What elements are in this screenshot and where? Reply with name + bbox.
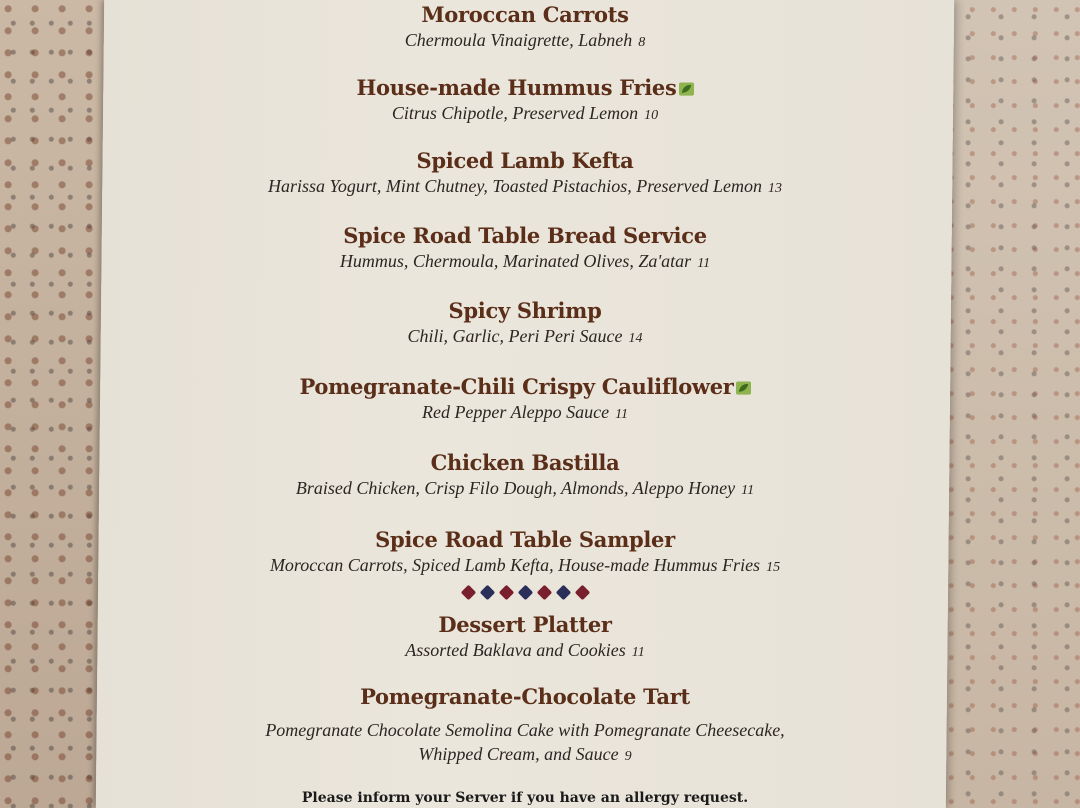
item-name: House-made Hummus Fries	[100, 75, 950, 101]
item-name: Spice Road Table Bread Service	[343, 223, 707, 248]
menu-content	[100, 0, 950, 808]
menu-item	[100, 75, 950, 128]
allergy-notice: Please inform your Server if you have an allergy request.	[301, 790, 749, 806]
menu-item	[100, 527, 950, 580]
item-description: Pomegranate Chocolate Semolina Cake with Pomegranate Cheesecake,	[265, 720, 785, 740]
menu-item	[100, 298, 950, 351]
divider-diamond	[555, 585, 571, 601]
item-price: 11	[697, 256, 711, 271]
menu-item	[100, 223, 950, 276]
divider-diamond	[574, 585, 590, 601]
menu-item	[100, 2, 950, 55]
item-price: 15	[766, 560, 781, 575]
vegetarian-leaf-icon	[679, 82, 694, 96]
item-description: Moroccan Carrots, Spiced Lamb Kefta, House-made Hummus Fries 15	[269, 555, 781, 575]
item-description: Assorted Baklava and Cookies 11	[405, 640, 645, 660]
divider-diamond	[460, 585, 476, 601]
granite-countertop-right	[945, 0, 1080, 808]
item-price: 8	[638, 35, 646, 50]
menu-item	[100, 450, 950, 503]
item-description: Chermoula Vinaigrette, Labneh 8	[404, 30, 646, 50]
item-description: Hummus, Chermoula, Marinated Olives, Za'atar 11	[339, 251, 711, 271]
dessert-item	[100, 612, 950, 665]
item-name: Pomegranate-Chili Crispy Cauliflower	[100, 374, 950, 400]
item-price: 11	[631, 645, 645, 660]
item-description-line2: Whipped Cream, and Sauce 9	[418, 744, 632, 764]
item-description: Harissa Yogurt, Mint Chutney, Toasted Pistachios, Preserved Lemon 13	[267, 176, 782, 196]
item-price: 11	[615, 407, 629, 422]
item-description: Braised Chicken, Crisp Filo Dough, Almonds, Aleppo Honey 11	[295, 478, 755, 498]
divider-diamond	[479, 585, 495, 601]
item-description: Citrus Chipotle, Preserved Lemon 10	[391, 103, 659, 123]
item-price: 10	[644, 108, 659, 123]
item-name: Pomegranate-Chocolate Tart	[360, 684, 690, 709]
divider-diamond	[517, 585, 533, 601]
item-name: Spice Road Table Sampler	[375, 527, 675, 552]
ornament-divider	[100, 585, 950, 603]
item-description: Red Pepper Aleppo Sauce 11	[421, 402, 629, 422]
item-price: 11	[741, 483, 755, 498]
divider-diamond	[536, 585, 552, 601]
item-description: Chili, Garlic, Peri Peri Sauce 14	[407, 326, 643, 346]
item-name: Spiced Lamb Kefta	[416, 148, 634, 173]
item-price: 13	[768, 181, 782, 196]
dessert-item	[100, 684, 950, 769]
item-price: 14	[628, 331, 643, 346]
vegetarian-leaf-icon	[736, 381, 751, 395]
menu-item	[100, 148, 950, 201]
menu-item	[100, 374, 950, 427]
item-name: Chicken Bastilla	[430, 450, 620, 475]
granite-countertop-left	[0, 0, 110, 808]
divider-diamond	[498, 585, 514, 601]
item-price: 9	[624, 749, 632, 764]
item-name: Spicy Shrimp	[448, 298, 602, 323]
item-name: Dessert Platter	[438, 612, 612, 637]
item-name: Moroccan Carrots	[421, 2, 629, 27]
